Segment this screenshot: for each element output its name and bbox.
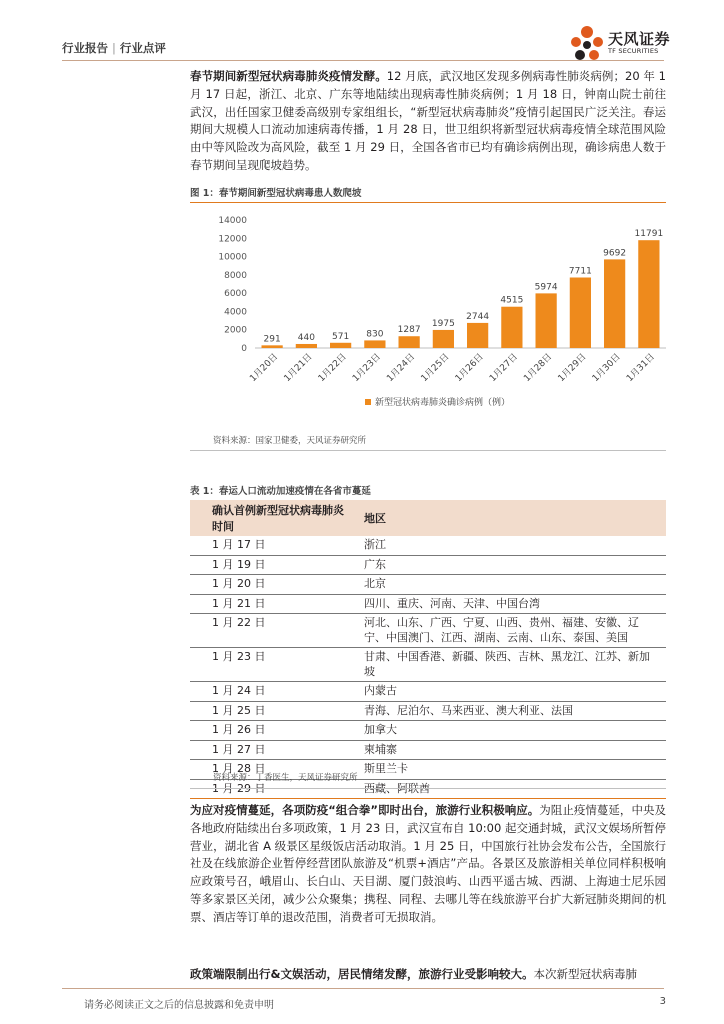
table-bottom-rule <box>190 788 666 789</box>
table-source: 资料来源：丁香医生，天风证券研究所 <box>213 773 358 783</box>
bar-value-label: 7711 <box>568 266 592 277</box>
table-row <box>190 701 666 721</box>
row-regions: 西藏、阿联酋 <box>358 779 666 799</box>
row-regions: 青海、尼泊尔、马来西亚、澳大利亚、法国 <box>358 701 666 721</box>
spread-table <box>190 500 666 799</box>
bar-value-label: 440 <box>297 332 315 343</box>
chart-legend <box>365 396 510 408</box>
row-date: 1 月 24 日 <box>190 682 358 702</box>
bar <box>638 240 659 348</box>
bar <box>570 277 591 348</box>
bar-value-label: 9692 <box>603 248 627 259</box>
x-tick-label: 1月26日 <box>453 352 486 385</box>
paragraph-impact <box>190 966 666 984</box>
tf-logo-icon <box>568 24 606 64</box>
figure-title: 图 1：春节期间新型冠状病毒患人数爬坡 <box>190 185 666 203</box>
y-tick-label: 2000 <box>224 325 247 336</box>
figure-bottom-rule <box>190 450 666 451</box>
y-tick-label: 8000 <box>224 270 247 281</box>
page-number: 3 <box>659 996 666 1007</box>
row-regions: 加拿大 <box>358 721 666 741</box>
bar-value-label: 2744 <box>466 311 490 322</box>
y-tick-label: 4000 <box>224 307 247 318</box>
x-tick-label: 1月27日 <box>488 352 520 385</box>
paragraph-outbreak <box>190 68 666 175</box>
legend-label: 新型冠状病毒肺炎确诊病例（例） <box>375 398 511 408</box>
bar-value-label: 5974 <box>534 282 558 293</box>
report-subcategory: 行业点评 <box>119 41 166 55</box>
x-tick-label: 1月20日 <box>248 352 281 385</box>
bar <box>433 330 454 348</box>
row-regions: 柬埔寨 <box>358 740 666 760</box>
bar-value-label: 11791 <box>634 229 664 240</box>
row-regions: 河北、山东、广西、宁夏、山西、贵州、福建、安徽、辽宁、中国澳门、江西、湖南、云南、山东、泰国、美国 <box>358 614 666 648</box>
row-date: 1 月 29 日 <box>190 779 358 799</box>
logo-name: 天风证券 <box>608 30 671 48</box>
legend-swatch <box>365 399 371 405</box>
confirmed-cases-bar-chart <box>190 205 666 420</box>
table-row <box>190 740 666 760</box>
row-date: 1 月 22 日 <box>190 614 358 648</box>
bar <box>536 293 557 348</box>
paragraph-impact-body: 本次新型冠状病毒肺 <box>533 967 638 981</box>
row-regions: 广东 <box>358 555 666 575</box>
table-row <box>190 682 666 702</box>
table-row <box>190 594 666 614</box>
row-date: 1 月 23 日 <box>190 648 358 682</box>
table-row <box>190 614 666 648</box>
bar <box>330 343 351 348</box>
bar <box>399 336 420 348</box>
bar <box>604 259 625 348</box>
header-divider <box>62 60 664 61</box>
row-regions: 内蒙古 <box>358 682 666 702</box>
row-date: 1 月 19 日 <box>190 555 358 575</box>
bar <box>467 323 488 348</box>
footer-divider <box>62 988 664 989</box>
y-tick-label: 12000 <box>218 234 247 245</box>
paragraph-outbreak-body: 12 月底，武汉地区发现多例病毒性肺炎病例；20 年 1 月 17 日起，浙江、北京、广东等地陆续出现病毒性肺炎病例；1 月 18 日，钟南山院士前往武汉，出任国家卫健委高级别专家组组长，“新型冠状病毒肺炎”疫情引起国民广泛关注。春运期间大规模人口流动加速病毒传播，1 月 28 日，世卫组织将新型冠状病毒疫情全球范围风险由中等风险改为高风险，截至 1 月 29 日，全国各省市已均有确诊病例出现，确诊病患人数于春节期间呈现爬坡趋势。 <box>190 69 666 172</box>
row-regions: 斯里兰卡 <box>358 760 666 780</box>
row-date: 1 月 20 日 <box>190 575 358 595</box>
row-date: 1 月 21 日 <box>190 594 358 614</box>
x-tick-label: 1月24日 <box>385 352 418 385</box>
table-row <box>190 555 666 575</box>
paragraph-outbreak-lead: 春节期间新型冠状病毒肺炎疫情发酵。 <box>190 69 387 83</box>
bar-value-label: 830 <box>366 329 384 340</box>
report-header: 行业报告 | 行业点评 <box>62 41 166 55</box>
row-date: 1 月 26 日 <box>190 721 358 741</box>
table-row <box>190 721 666 741</box>
paragraph-response <box>190 802 666 927</box>
x-tick-label: 1月30日 <box>590 352 623 385</box>
bar <box>296 344 317 348</box>
y-tick-label: 14000 <box>218 216 247 226</box>
x-tick-label: 1月25日 <box>419 352 452 385</box>
row-date: 1 月 17 日 <box>190 536 358 555</box>
paragraph-response-lead: 为应对疫情蔓延，各项防疫“组合拳”即时出台，旅游行业积极响应。 <box>190 803 540 817</box>
x-tick-label: 1月28日 <box>522 352 555 385</box>
bar-value-label: 291 <box>263 334 281 345</box>
x-tick-label: 1月31日 <box>625 352 657 385</box>
bar <box>364 340 385 348</box>
y-tick-label: 6000 <box>224 289 247 300</box>
x-tick-label: 1月22日 <box>316 352 349 385</box>
paragraph-impact-lead: 政策端限制出行&文娱活动，居民情绪发酵，旅游行业受影响较大。 <box>190 967 534 981</box>
table-row <box>190 536 666 555</box>
table-row <box>190 575 666 595</box>
figure-source: 资料来源：国家卫健委，天风证券研究所 <box>213 436 367 446</box>
logo-subtitle: TF SECURITIES <box>608 47 659 55</box>
y-tick-label: 10000 <box>218 252 247 263</box>
row-regions: 甘肃、中国香港、新疆、陕西、吉林、黑龙江、江苏、新加坡 <box>358 648 666 682</box>
table-row <box>190 648 666 682</box>
row-regions: 浙江 <box>358 536 666 555</box>
row-regions: 四川、重庆、河南、天津、中国台湾 <box>358 594 666 614</box>
row-date: 1 月 25 日 <box>190 701 358 721</box>
bar-value-label: 1975 <box>431 318 455 329</box>
x-tick-label: 1月21日 <box>282 352 315 385</box>
row-date: 1 月 27 日 <box>190 740 358 760</box>
x-tick-label: 1月23日 <box>351 352 383 385</box>
row-regions: 北京 <box>358 575 666 595</box>
company-logo <box>568 24 688 64</box>
y-tick-label: 0 <box>241 344 247 354</box>
table-header-row <box>190 500 666 536</box>
header-region: 地区 <box>358 500 666 536</box>
bar <box>262 345 283 348</box>
bar <box>501 307 522 348</box>
x-tick-label: 1月29日 <box>556 352 589 385</box>
bar-value-label: 571 <box>332 331 350 342</box>
report-category: 行业报告 <box>62 41 108 55</box>
row-date: 1 月 28 日 <box>190 760 358 780</box>
bar-value-label: 4515 <box>500 295 524 306</box>
footer-disclaimer: 请务必阅读正文之后的信息披露和免责申明 <box>84 1000 274 1011</box>
bar-value-label: 1287 <box>397 325 421 336</box>
table-title: 表 1：春运人口流动加速疫情在各省市蔓延 <box>190 486 371 497</box>
header-date: 确认首例新型冠状病毒肺炎时间 <box>190 500 358 536</box>
paragraph-response-body: 为阻止疫情蔓延，中央及各地政府陆续出台多项政策，1 月 23 日，武汉宣布自 10:00 起交通封城，武汉文娱场所暂停营业，湖北省 A 级景区星级饭店活动取消。1 月 25 日，中国旅行社协会发布公告，全国旅行社及在线旅游企业暂停经营团队旅游及“机票+酒店”产品。各景区及旅游相关单位同样积极响应政策号召，峨眉山、长白山、天目湖、厦门鼓浪屿、山西平遥古城、西湖、上海迪士尼乐园等多家景区关闭，减少公众聚集；携程、同程、去哪儿等在线旅游平台扩大新冠肺炎期间的机票、酒店等订单的退改范围，消费者可无损取消。 <box>190 803 666 924</box>
